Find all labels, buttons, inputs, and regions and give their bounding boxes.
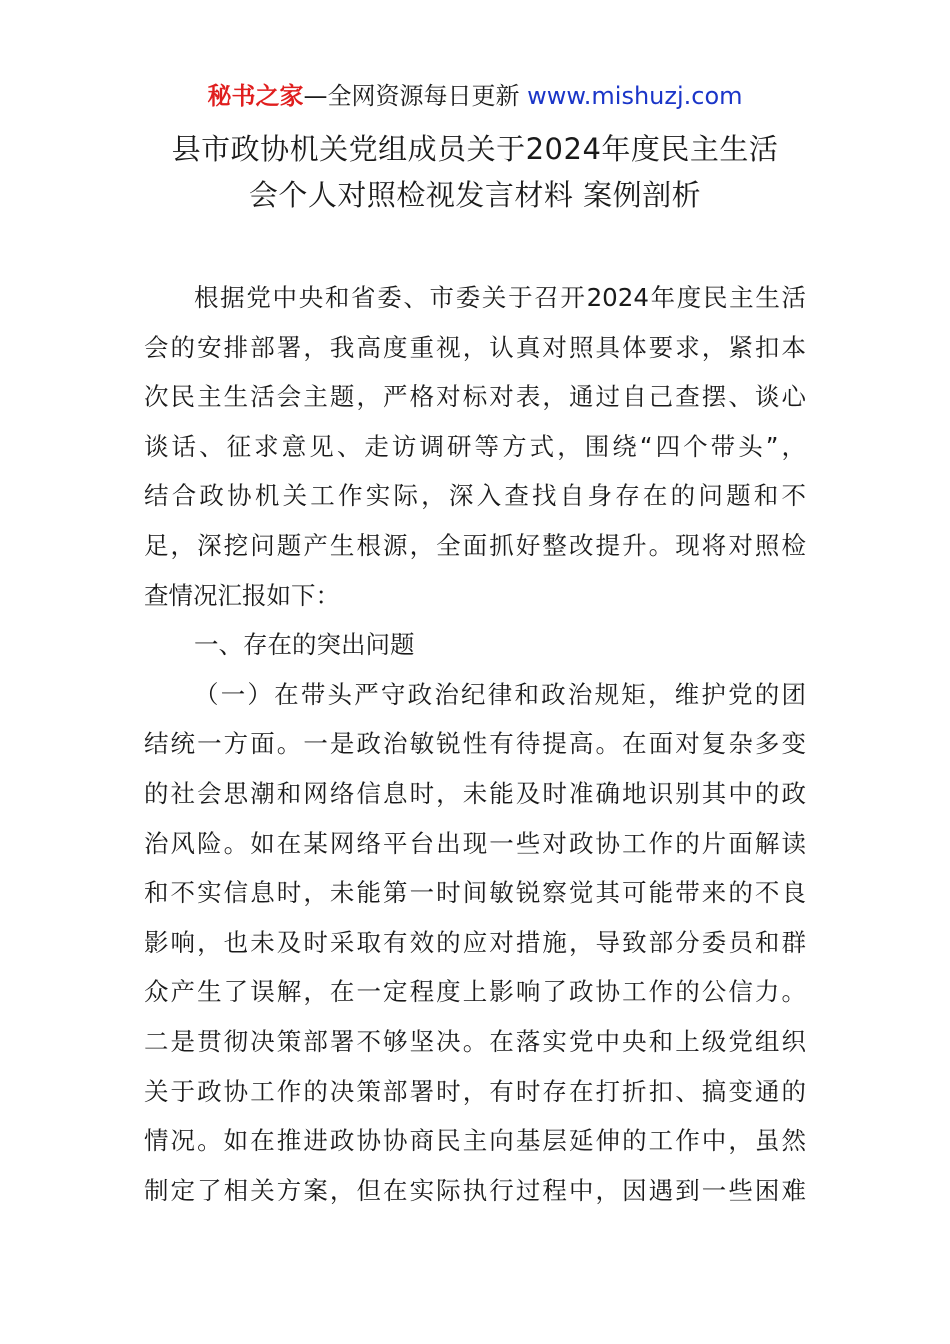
paragraph-line: 查情况汇报如下： [144,580,340,610]
paragraph-line: 众产生了误解，在一定程度上影响了政协工作的公信力。 [144,977,806,1007]
paragraph-line: 结合政协机关工作实际，深入查找自身存在的问题和不 [144,481,806,511]
paragraph-line: 制定了相关方案，但在实际执行过程中，因遇到一些困难 [144,1175,806,1205]
paragraph-line: 结统一方面。一是政治敏锐性有待提高。在面对复杂多变 [144,729,806,759]
paragraph-line: （一）在带头严守政治纪律和政治规矩，维护党的团 [194,679,806,709]
paragraph-line: 根据党中央和省委、市委关于召开2024年度民主生活 [194,283,806,312]
document-body [144,273,806,1215]
paragraph-line: 的社会思潮和网络信息时，未能及时准确地识别其中的政 [144,778,806,808]
paragraph-line: 和不实信息时，未能第一时间敏锐察觉其可能带来的不良 [144,878,806,908]
paragraph-line: 足，深挖问题产生根源，全面抓好整改提升。现将对照检 [144,530,806,560]
section-heading: 一、存在的突出问题 [194,630,415,660]
paragraph-line: 情况。如在推进政协协商民主向基层延伸的工作中，虽然 [144,1126,806,1156]
title-line-2: 会个人对照检视发言材料 案例剖析 [248,178,702,212]
paragraph-line: 会的安排部署，我高度重视，认真对照具体要求，紧扣本 [144,332,806,362]
site-url[interactable]: www.mishuzj.com [527,82,743,110]
site-header [0,78,950,114]
paragraph-line: 关于政协工作的决策部署时，有时存在打折扣、搞变通的 [144,1076,806,1106]
paragraph-line: 影响，也未及时采取有效的应对措施，导致部分委员和群 [144,927,806,957]
title-line-1: 县市政协机关党组成员关于2024年度民主生活 [171,132,779,166]
header-tagline: —全网资源每日更新 [303,82,528,110]
paragraph-line: 治风险。如在某网络平台出现一些对政协工作的片面解读 [144,828,806,858]
paragraph-line: 次民主生活会主题，严格对标对表，通过自己查摆、谈心 [144,382,806,412]
brand-name: 秘书之家 [207,82,304,110]
paragraph-line: 二是贯彻决策部署不够坚决。在落实党中央和上级党组织 [144,1026,806,1056]
document-title [100,126,850,218]
paragraph-line: 谈话、征求意见、走访调研等方式，围绕“四个带头”， [144,431,806,461]
